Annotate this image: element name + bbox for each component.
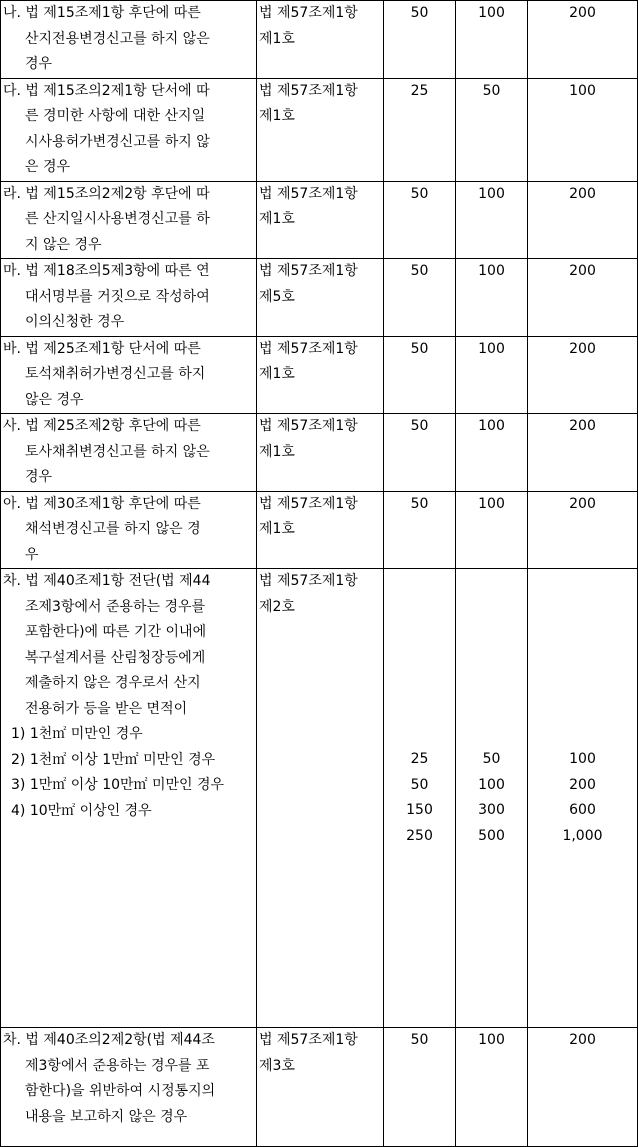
sub-item: 2) 1천㎡ 이상 1만㎡ 미만인 경우 xyxy=(11,751,216,768)
table-row xyxy=(1,259,638,337)
legal-basis: 법 제57조제1항 제5호 xyxy=(257,259,384,337)
fine-second: 100 xyxy=(456,259,528,337)
table-row xyxy=(1,569,638,1028)
fine-first: 25 xyxy=(384,78,456,181)
fine-third: 200 xyxy=(528,1028,638,1147)
fine-second: 100 xyxy=(456,1028,528,1147)
fine-second: 100 xyxy=(456,181,528,259)
violation-description: 나. 법 제15조제1항 후단에 따른 산지전용변경신고를 하지 않은 경우 xyxy=(1,1,257,79)
fine-second: 50 100 300 500 xyxy=(456,569,528,1028)
fine-second: 100 xyxy=(456,336,528,414)
fine-third: 200 xyxy=(528,1,638,79)
table-row xyxy=(1,414,638,492)
fine-first: 50 xyxy=(384,336,456,414)
violation-description: 라. 법 제15조의2제2항 후단에 따 른 산지일시사용변경신고를 하 지 않은 경우 xyxy=(1,181,257,259)
legal-basis: 법 제57조제1항 제1호 xyxy=(257,1,384,79)
fine-second: 100 xyxy=(456,1,528,79)
sub-item: 3) 1만㎡ 이상 10만㎡ 미만인 경우 xyxy=(11,777,225,793)
fine-third: 100 xyxy=(528,78,638,181)
fine-first: 50 xyxy=(384,259,456,337)
violation-description: 다. 법 제15조의2제1항 단서에 따 른 경미한 사항에 대한 산지일 시사용허가변경신고를 하지 않 은 경우 xyxy=(1,78,257,181)
fine-first: 50 xyxy=(384,491,456,569)
table-row xyxy=(1,491,638,569)
table-row xyxy=(1,1028,638,1147)
violation-description: 마. 법 제18조의5제3항에 따른 연 대서명부를 거짓으로 작성하여 이의신청한 경우 xyxy=(1,259,257,337)
sub-item: 4) 10만㎡ 이상인 경우 xyxy=(11,802,152,819)
sub-item: 1) 1천㎡ 미만인 경우 xyxy=(11,726,143,742)
fine-third: 200 xyxy=(528,181,638,259)
violation-description: 바. 법 제25조제1항 단서에 따른 토석채취허가변경신고를 하지 않은 경우 xyxy=(1,336,257,414)
violation-description: 아. 법 제30조제1항 후단에 따른 채석변경신고를 하지 않은 경 우 xyxy=(1,491,257,569)
fine-second: 50 xyxy=(456,78,528,181)
legal-basis: 법 제57조제1항 제2호 xyxy=(257,569,384,1028)
fine-third: 200 xyxy=(528,414,638,492)
table-row xyxy=(1,78,638,181)
table-row xyxy=(1,1,638,79)
fine-third: 200 xyxy=(528,336,638,414)
fine-third: 200 xyxy=(528,259,638,337)
legal-basis: 법 제57조제1항 제1호 xyxy=(257,491,384,569)
violation-description: 차. 법 제40조제1항 전단(법 제44 조제3항에서 준용하는 경우를 포함한다)에 따른 기간 이내에 복구설계서를 산림청장등에게 제출하지 않은 경우로서 산지 전용허가 등을 받은 면적이 1) 1천㎡ 미만인 경우 2) 1천㎡ 이상 1만㎡ 미만인 경우 3) 1만㎡ 이상 10만㎡ 미만인 경우 4) 10만㎡ 이상인 경우 xyxy=(1,569,257,1028)
legal-basis: 법 제57조제1항 제1호 xyxy=(257,181,384,259)
legal-basis: 법 제57조제1항 제1호 xyxy=(257,414,384,492)
violation-description: 사. 법 제25조제2항 후단에 따른 토사채취변경신고를 하지 않은 경우 xyxy=(1,414,257,492)
table-row xyxy=(1,336,638,414)
legal-basis: 법 제57조제1항 제1호 xyxy=(257,336,384,414)
fine-third: 200 xyxy=(528,491,638,569)
fine-third: 100 200 600 1,000 xyxy=(528,569,638,1028)
legal-basis: 법 제57조제1항 제1호 xyxy=(257,78,384,181)
fine-first: 25 50 150 250 xyxy=(384,569,456,1028)
fine-first: 50 xyxy=(384,414,456,492)
legal-basis: 법 제57조제1항 제3호 xyxy=(257,1028,384,1147)
fine-second: 100 xyxy=(456,414,528,492)
fine-first: 50 xyxy=(384,1028,456,1147)
table-row xyxy=(1,181,638,259)
fine-first: 50 xyxy=(384,181,456,259)
fine-first: 50 xyxy=(384,1,456,79)
violation-description: 차. 법 제40조의2제2항(법 제44조 제3항에서 준용하는 경우를 포 함한다)을 위반하여 시정통지의 내용을 보고하지 않은 경우 xyxy=(1,1028,257,1147)
fine-second: 100 xyxy=(456,491,528,569)
